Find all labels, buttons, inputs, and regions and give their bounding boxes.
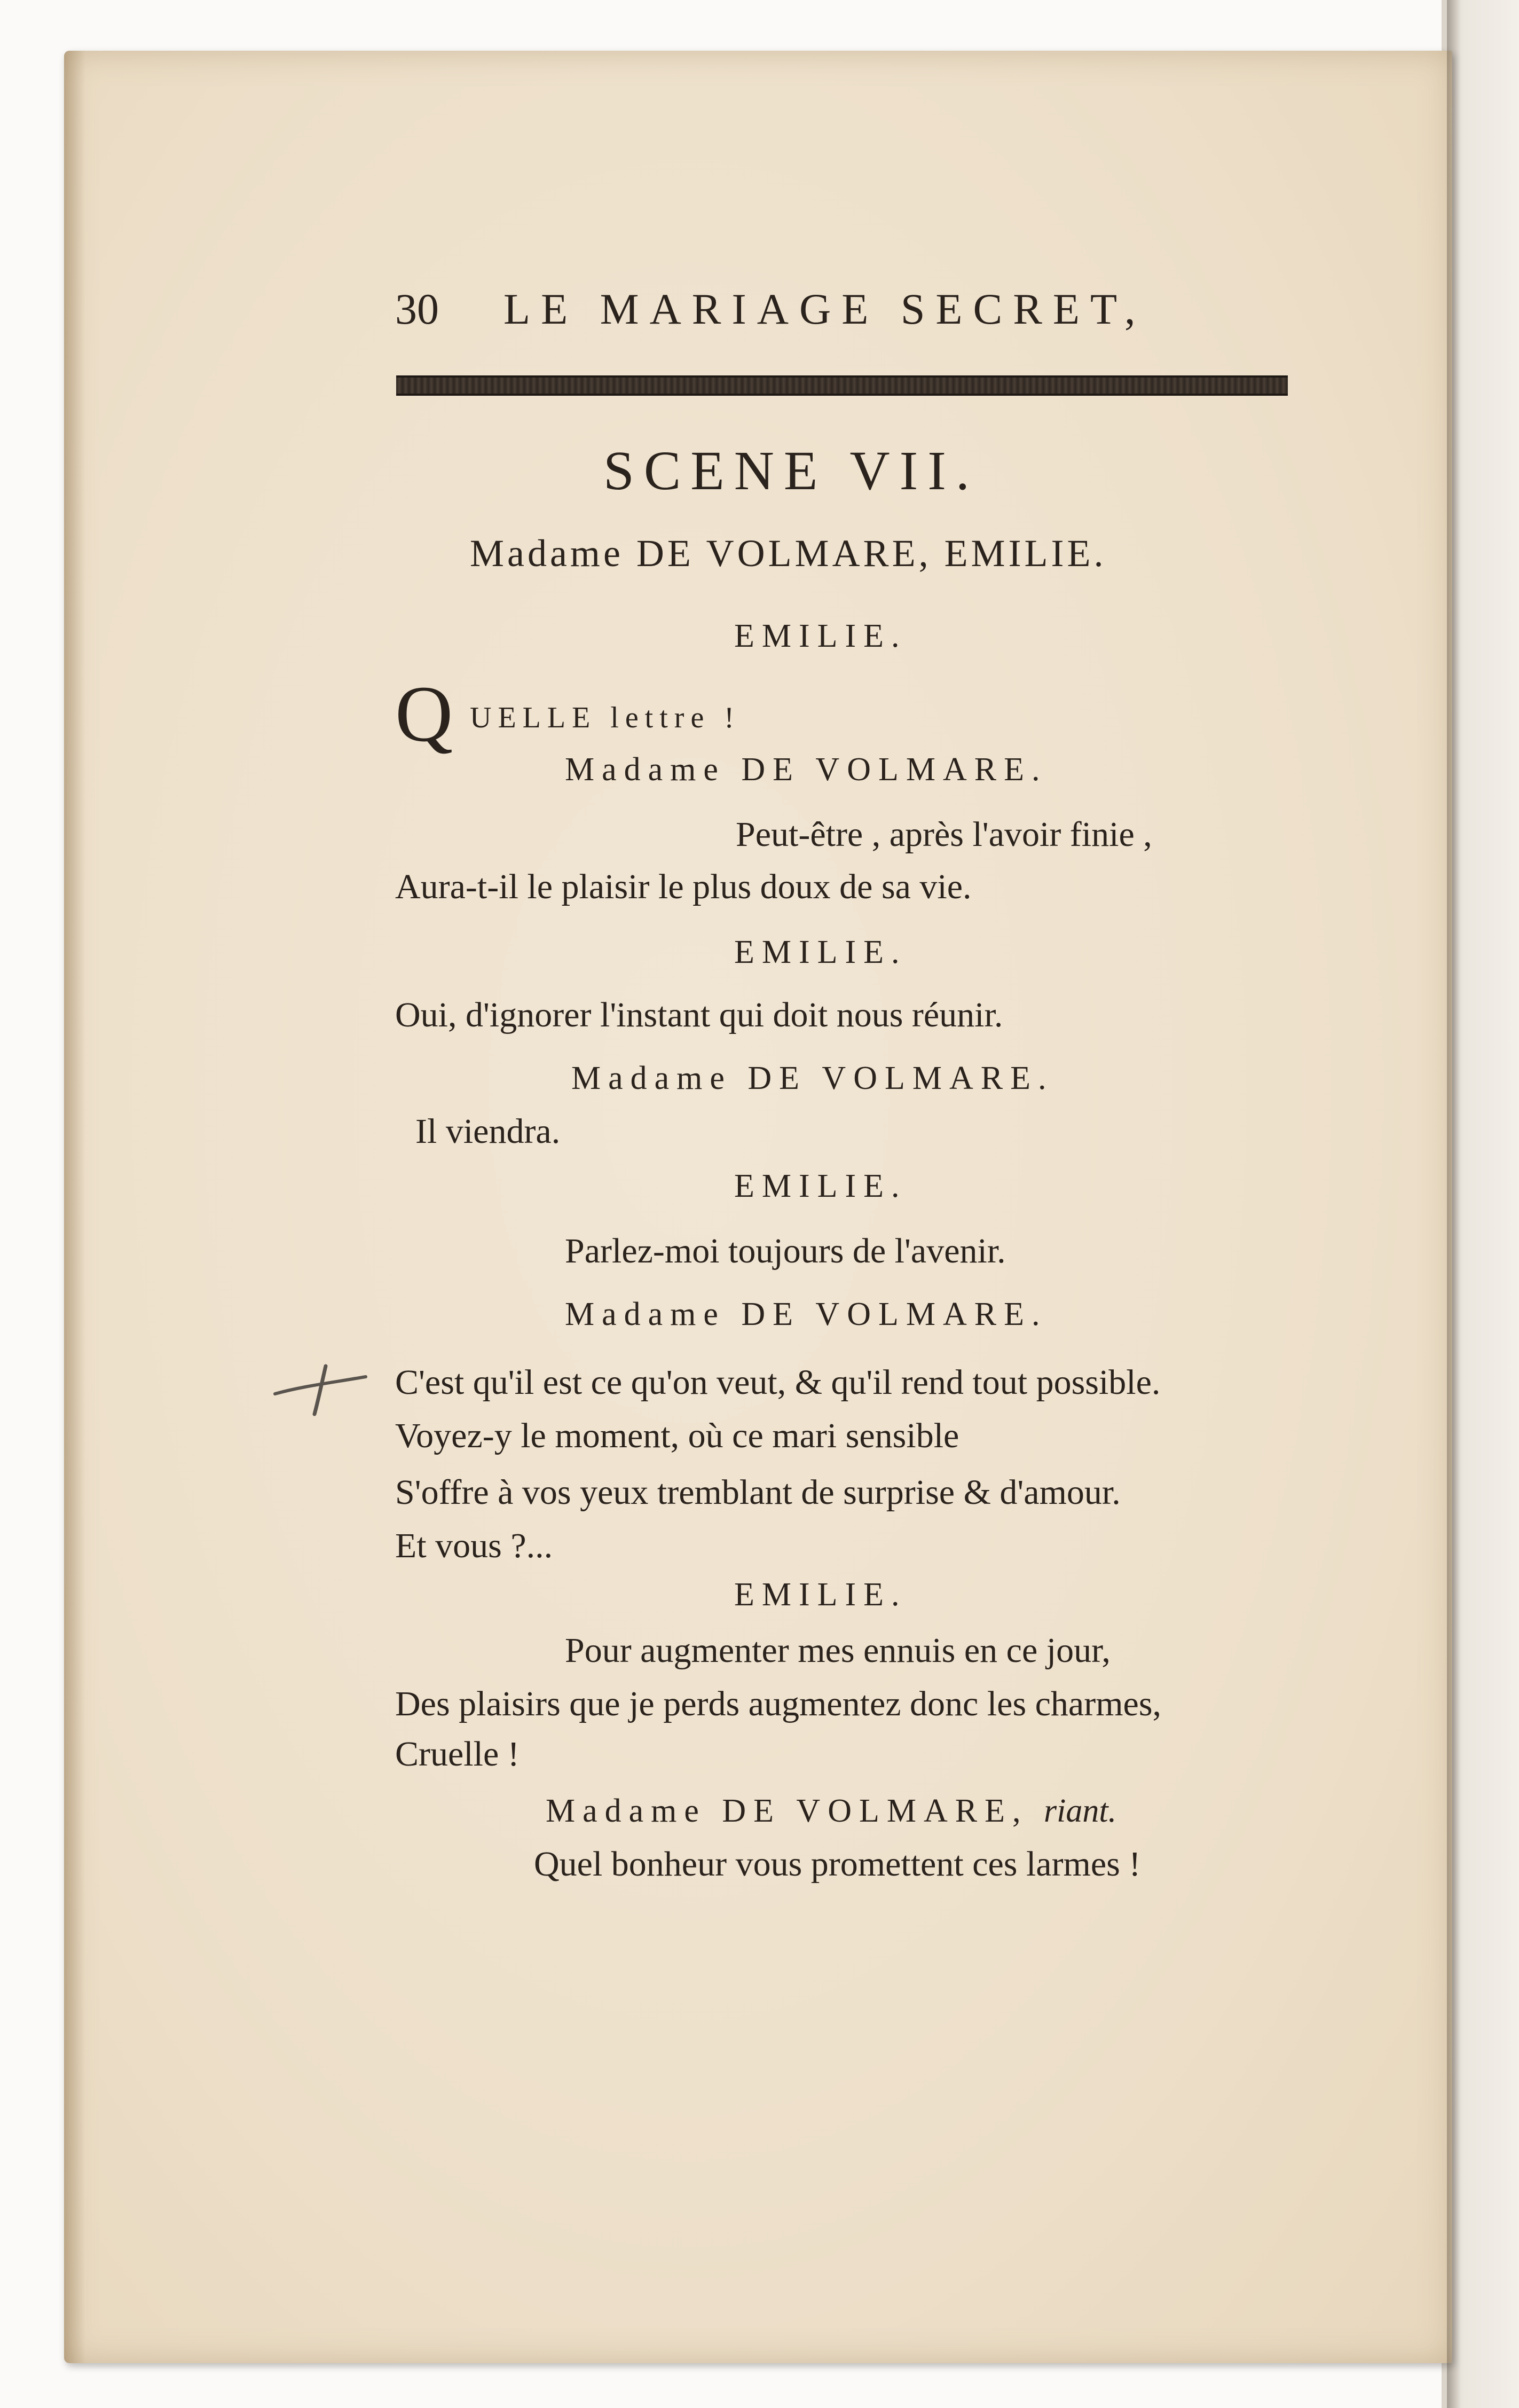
ornamental-rule xyxy=(396,375,1288,396)
running-title: LE MARIAGE SECRET, xyxy=(503,285,1146,333)
verse-line: Oui, d'ignorer l'instant qui doit nous réunir. xyxy=(395,995,1003,1034)
speaker-emilie: EMILIE. xyxy=(734,934,907,970)
pencil-mark-icon xyxy=(270,1361,376,1419)
page-number: 30 xyxy=(395,285,439,333)
binding-shadow xyxy=(1447,0,1461,2408)
verse-line: Peut-être , après l'avoir finie , xyxy=(736,815,1152,854)
verse-line: Aura-t-il le plaisir le plus doux de sa vie. xyxy=(395,867,972,906)
speaker-emilie: EMILIE. xyxy=(734,618,907,654)
speaker-name: Madame DE VOLMARE, xyxy=(546,1793,1028,1829)
verse-line xyxy=(470,699,741,734)
speaker-emilie: EMILIE. xyxy=(734,1576,907,1613)
speaker-emilie: EMILIE. xyxy=(734,1168,907,1204)
verse-text: UELLE lettre ! xyxy=(470,701,741,734)
verse-line: C'est qu'il est ce qu'on veut, & qu'il rend tout possible. xyxy=(395,1363,1161,1402)
stage-direction: riant. xyxy=(1043,1793,1117,1829)
running-head xyxy=(395,287,1146,331)
speaker-volmare: Madame DE VOLMARE. xyxy=(565,751,1048,788)
verse-line: Et vous ?... xyxy=(395,1526,553,1565)
verse-line: Parlez-moi toujours de l'avenir. xyxy=(565,1232,1006,1270)
verse-line: S'offre à vos yeux tremblant de surprise & d'amour. xyxy=(395,1473,1121,1512)
speaker-volmare: Madame DE VOLMARE. xyxy=(565,1296,1048,1332)
book-page xyxy=(64,51,1452,2363)
verse-line: Il viendra. xyxy=(415,1112,561,1151)
scene-title: SCENE VII. xyxy=(603,440,979,501)
drop-cap: Q xyxy=(395,670,453,758)
page-gutter-shadow xyxy=(64,51,85,2363)
verse-line: Pour augmenter mes ennuis en ce jour, xyxy=(565,1631,1111,1670)
verse-line: Voyez-y le moment, où ce mari sensible xyxy=(395,1416,959,1455)
verse-line: Des plaisirs que je perds augmentez donc les charmes, xyxy=(395,1684,1162,1723)
cast-list: Madame DE VOLMARE, EMILIE. xyxy=(470,532,1107,575)
verse-line: Cruelle ! xyxy=(395,1735,520,1774)
speaker-volmare: Madame DE VOLMARE. xyxy=(571,1060,1054,1096)
speaker-volmare xyxy=(546,1794,1116,1827)
verse-line: Quel bonheur vous promettent ces larmes ! xyxy=(534,1845,1141,1884)
